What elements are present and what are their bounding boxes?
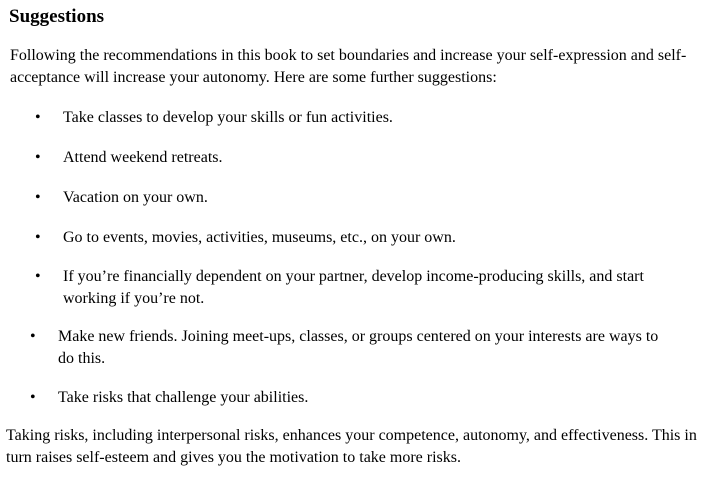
section-heading: Suggestions bbox=[9, 6, 105, 27]
list-item bbox=[35, 107, 703, 129]
list-item-text: Go to events, movies, activities, museums, etc., on your own. bbox=[63, 229, 456, 246]
bullet-icon: • bbox=[35, 229, 41, 246]
list-item bbox=[35, 147, 703, 169]
closing-paragraph: Taking risks, including interpersonal risks, enhances your competence, autonomy, and effectiveness. This in turn raises self-esteem and gives you the motivation to take more risks. bbox=[6, 427, 697, 466]
list-item-text: If you’re financially dependent on your partner, develop income-producing skills, and start working if you’re not. bbox=[63, 268, 644, 307]
bullet-icon: • bbox=[35, 149, 41, 166]
bullet-icon: • bbox=[35, 268, 41, 285]
bullet-icon: • bbox=[30, 328, 36, 345]
bullet-icon: • bbox=[35, 189, 41, 206]
intro-paragraph: Following the recommendations in this book to set boundaries and increase your self-expression and self-acceptance will increase your autonomy. Here are some further suggestions: bbox=[10, 47, 687, 86]
list-item bbox=[35, 227, 703, 249]
list-item-text: Attend weekend retreats. bbox=[63, 149, 223, 166]
bullet-icon: • bbox=[30, 389, 36, 406]
list-item-text: Make new friends. Joining meet-ups, classes, or groups centered on your interests are ways to do this. bbox=[58, 328, 659, 367]
list-item-text: Take classes to develop your skills or fun activities. bbox=[63, 109, 393, 126]
list-item-text: Take risks that challenge your abilities. bbox=[58, 389, 309, 406]
bullet-icon: • bbox=[35, 109, 41, 126]
list-item bbox=[30, 387, 698, 409]
list-item bbox=[35, 266, 683, 310]
list-item bbox=[30, 326, 678, 370]
list-item bbox=[35, 187, 703, 209]
list-item-text: Vacation on your own. bbox=[63, 189, 208, 206]
